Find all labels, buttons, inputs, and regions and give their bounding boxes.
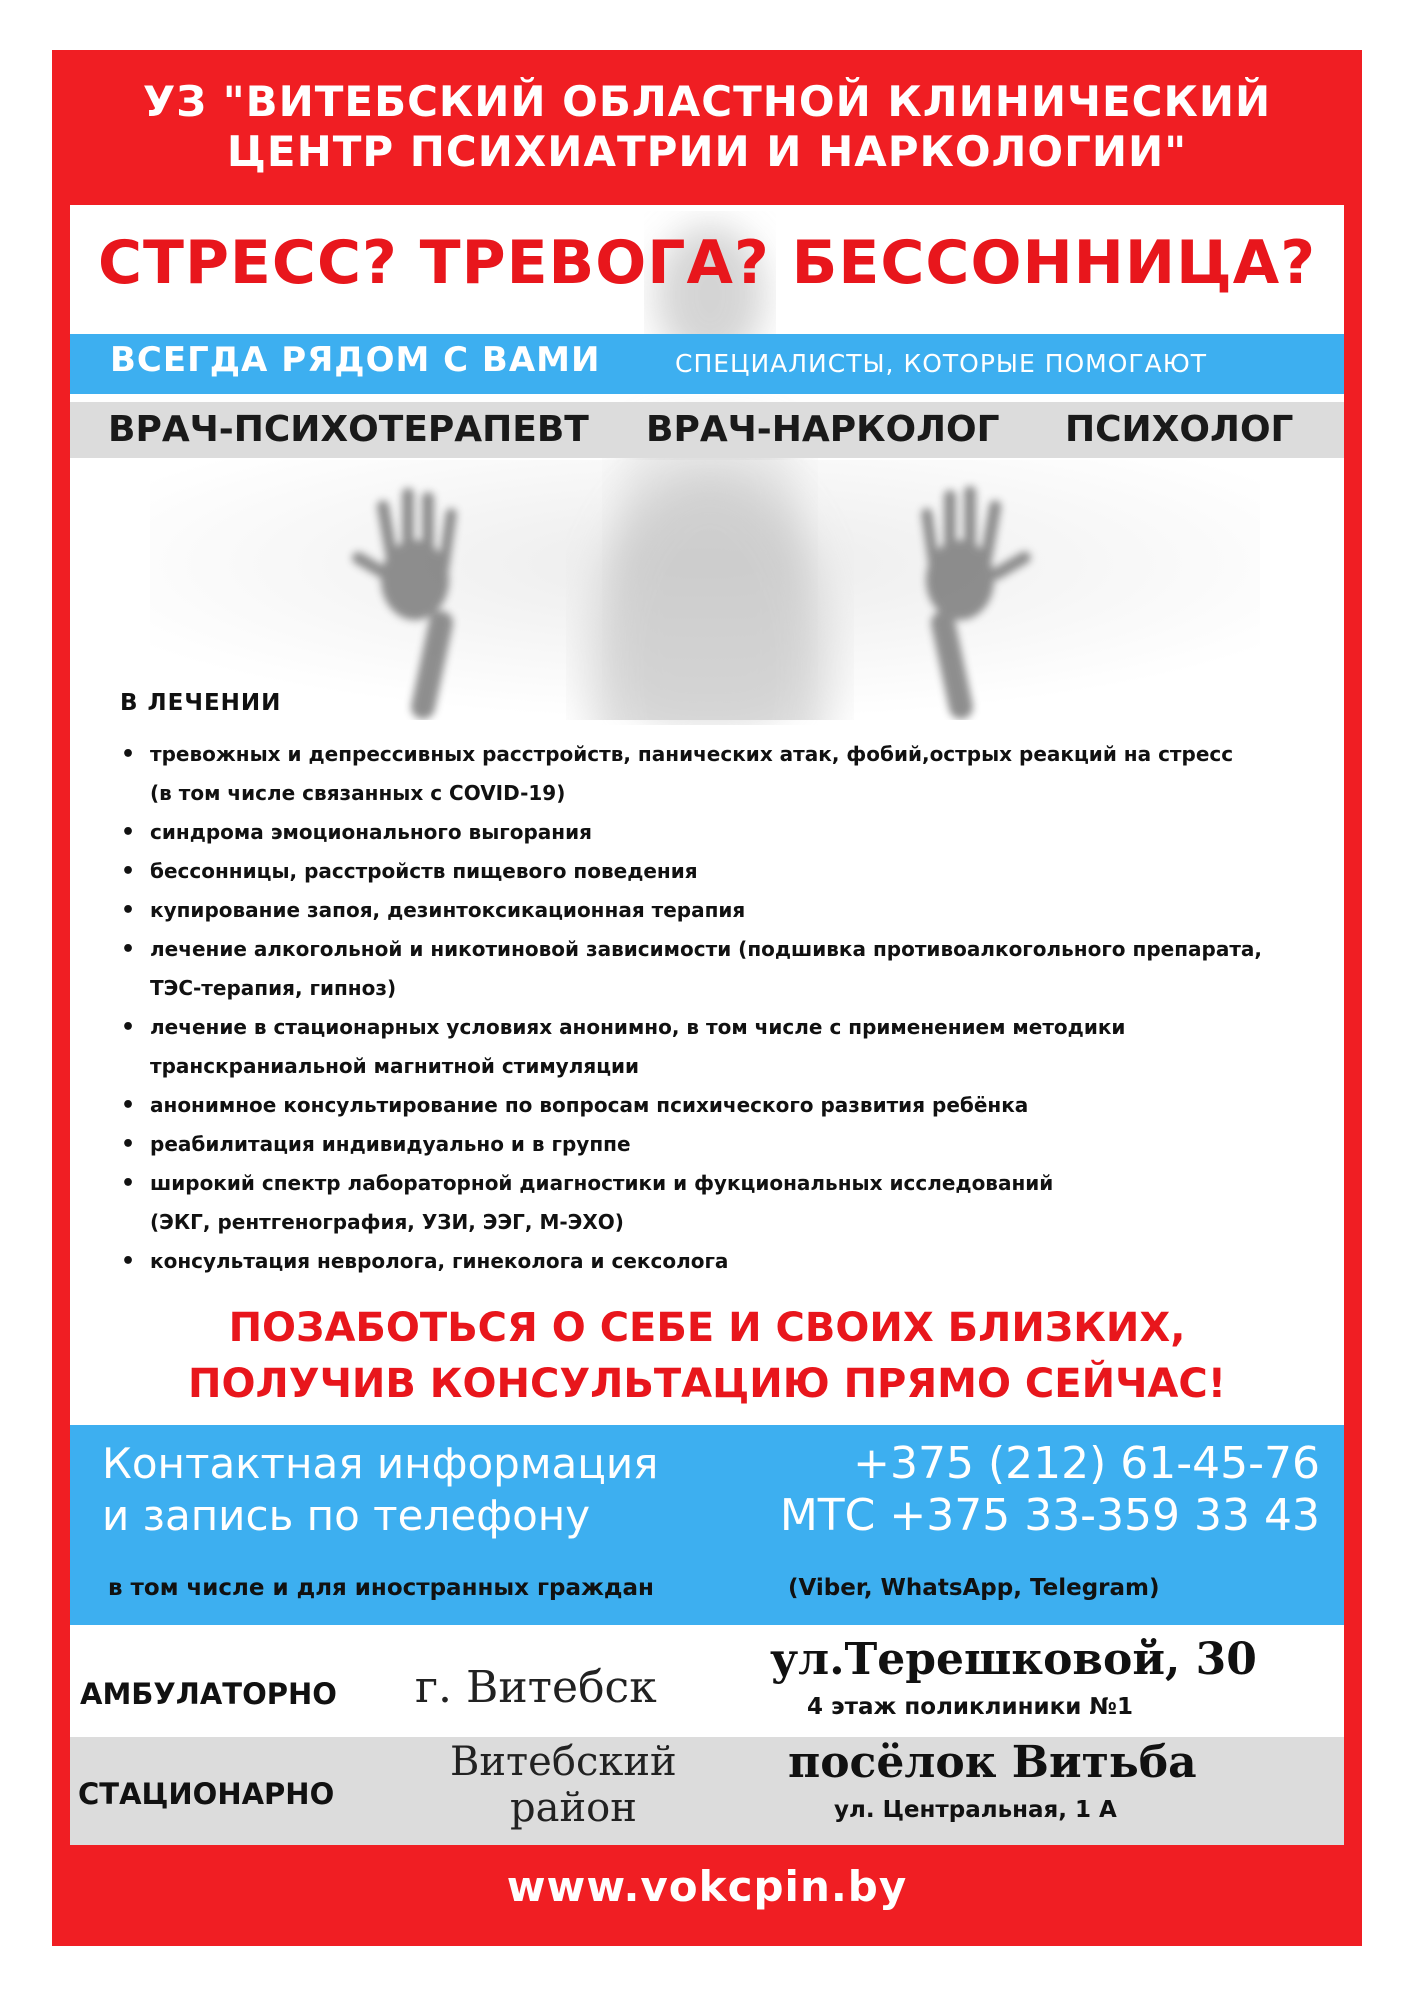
contact-label-line1: Контактная информация [102, 1439, 659, 1488]
headline: СТРЕСС? ТРЕВОГА? БЕССОННИЦА? [97, 228, 1316, 298]
specialist-psychologist: ПСИХОЛОГ [1065, 409, 1294, 450]
call-to-action [70, 1300, 1344, 1412]
treatment-list [118, 735, 1298, 1281]
list-item: • консультация невролога, гинеколога и сексолога [118, 1242, 1298, 1281]
always-near-text: ВСЕГДА РЯДОМ С ВАМИ [110, 340, 601, 380]
list-item: • реабилитация индивидуально и в группе [118, 1125, 1298, 1164]
list-item: • лечение алкогольной и никотиновой зависимости (подшивка противоалкогольного препарата, ТЭС-терапия, гипноз) [118, 930, 1298, 1008]
phone-number-mts[interactable]: МТС +375 33-359 33 43 [779, 1490, 1320, 1541]
outpatient-row [70, 1632, 1344, 1737]
list-item: • тревожных и депрессивных расстройств, панических атак, фобий,острых реакций на стресс (в том числе связанных с COVID-19) [118, 735, 1298, 813]
website-link[interactable]: www.vokcpin.by [506, 1862, 908, 1911]
specialist-psychotherapist: ВРАЧ-ПСИХОТЕРАПЕВТ [108, 409, 589, 450]
inpatient-district-line2: район [510, 1785, 637, 1831]
org-title-line2: ЦЕНТР ПСИХИАТРИИ И НАРКОЛОГИИ" [226, 127, 1188, 176]
list-item: • купирование запоя, дезинтоксикационная терапия [118, 891, 1298, 930]
hands-behind-glass-image [150, 460, 1260, 720]
treatment-title: В ЛЕЧЕНИИ [120, 690, 282, 716]
specialist-narcologist: ВРАЧ-НАРКОЛОГ [646, 409, 1000, 450]
inpatient-label: СТАЦИОНАРНО [78, 1777, 335, 1811]
list-item: • широкий спектр лабораторной диагностики и фукциональных исследований (ЭКГ, рентгенография, УЗИ, ЭЭГ, М-ЭХО) [118, 1164, 1298, 1242]
specialists-band [70, 402, 1344, 458]
specialists-subtext: СПЕЦИАЛИСТЫ, КОТОРЫЕ ПОМОГАЮТ [675, 349, 1208, 378]
list-item: • анонимное консультирование по вопросам психического развития ребёнка [118, 1086, 1298, 1125]
foreigners-note: в том числе и для иностранных граждан [108, 1575, 654, 1601]
org-title-line1: УЗ "ВИТЕБСКИЙ ОБЛАСТНОЙ КЛИНИЧЕСКИЙ [142, 77, 1272, 126]
list-item: • лечение в стационарных условиях анонимно, в том числе с применением методики транскраниальной магнитной стимуляции [118, 1008, 1298, 1086]
outpatient-label: АМБУЛАТОРНО [80, 1677, 337, 1711]
messengers-note: (Viber, WhatsApp, Telegram) [788, 1575, 1160, 1601]
outpatient-city: г. Витебск [415, 1662, 657, 1713]
inpatient-row [70, 1737, 1344, 1845]
phone-number-main[interactable]: +375 (212) 61-45-76 [853, 1438, 1320, 1489]
inpatient-detail: ул. Центральная, 1 А [834, 1797, 1117, 1823]
outpatient-detail: 4 этаж поликлиники №1 [807, 1694, 1134, 1720]
call-to-action-line2: ПОЛУЧИВ КОНСУЛЬТАЦИЮ ПРЯМО СЕЙЧАС! [188, 1361, 1226, 1407]
outpatient-address: ул.Терешковой, 30 [770, 1634, 1257, 1685]
inpatient-district-line1: Витебский [450, 1739, 677, 1785]
list-item: • бессонницы, расстройств пищевого поведения [118, 852, 1298, 891]
contact-label-line2: и запись по телефону [102, 1491, 591, 1540]
contact-band [70, 1425, 1344, 1625]
list-item: • синдрома эмоционального выгорания [118, 813, 1298, 852]
inpatient-address: посёлок Витьба [788, 1737, 1197, 1788]
call-to-action-line1: ПОЗАБОТЬСЯ О СЕБЕ И СВОИХ БЛИЗКИХ, [228, 1305, 1186, 1351]
always-near-band [70, 334, 1344, 394]
